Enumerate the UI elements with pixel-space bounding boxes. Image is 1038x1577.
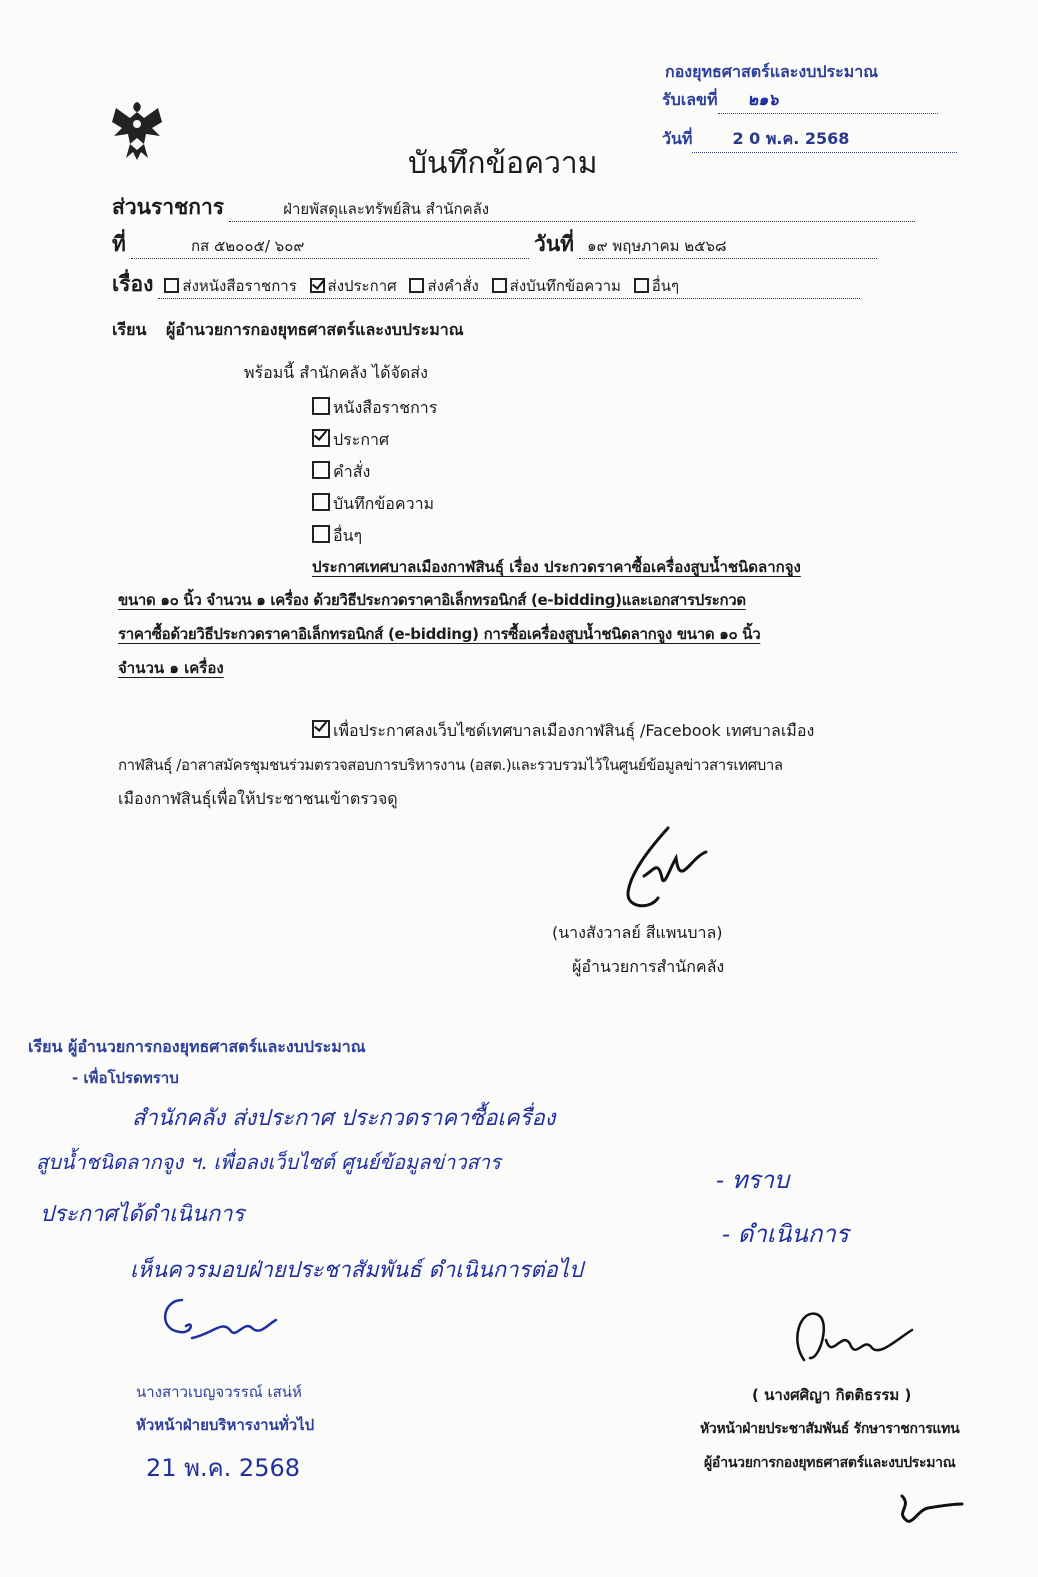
- right-signer-position-1: หัวหน้าฝ่ายประชาสัมพันธ์ รักษาราชการแทน: [700, 1421, 960, 1437]
- checkbox-checked-icon: [312, 720, 330, 738]
- enclosure-item: บันทึกข้อความ: [312, 488, 437, 520]
- stamp-date: วันที่ 2 0 พ.ค. 2568: [662, 127, 957, 153]
- enclosure-item: หนังสือราชการ: [312, 392, 437, 424]
- checkbox-icon: [312, 397, 330, 415]
- checkbox-icon: [312, 493, 330, 511]
- checkbox-checked-icon: [310, 278, 325, 293]
- stamp-office: กองยุทธศาสตร์และงบประมาณ: [665, 62, 879, 81]
- left-signer-position: หัวหน้าฝ่ายบริหารงานทั่วไป: [136, 1416, 315, 1434]
- right-note-proceed: - ดำเนินการ: [722, 1220, 849, 1248]
- garuda-emblem-icon: [106, 98, 168, 164]
- signature-left-icon: [152, 1290, 292, 1350]
- addressee-line: เรียน ผู้อำนวยการกองยุทธศาสตร์และงบประมาณ: [112, 320, 464, 339]
- page-title: บันทึกข้อความ: [408, 146, 598, 181]
- checkbox-icon: [164, 278, 179, 293]
- enclosure-list: [312, 392, 437, 552]
- subject-option-official-letter: ส่งหนังสือราชการ: [164, 277, 296, 295]
- enclosure-item: คำสั่ง: [312, 456, 437, 488]
- enclosure-item: ประกาศ: [312, 424, 437, 456]
- stamp-number: รับเลขที่ ๒๑๖: [662, 88, 938, 114]
- subject-option-announcement: ส่งประกาศ: [310, 277, 397, 295]
- left-date: 21 พ.ค. 2568: [146, 1454, 301, 1482]
- ref-line: ที่ กส ๕๒๐๐๕/ ๖๐๙ วันที่ ๑๙ พฤษภาคม ๒๕๖๘: [112, 228, 877, 261]
- enclosure-item: อื่นๆ: [312, 520, 437, 552]
- checkbox-icon: [312, 461, 330, 479]
- checkbox-icon: [409, 278, 424, 293]
- agency-line: ส่วนราชการ ฝ่ายพัสดุและทรัพย์สิน สำนักคลัง: [112, 191, 915, 224]
- right-note-acknowledge: - ทราบ: [716, 1166, 790, 1194]
- signature-right-icon: [780, 1300, 930, 1375]
- subject-option-other: อื่นๆ: [634, 277, 679, 295]
- subject-options: [158, 274, 860, 299]
- checkbox-icon: [634, 278, 649, 293]
- director-position: ผู้อำนวยการสำนักคลัง: [572, 957, 725, 976]
- right-signer-name: ( นางศศิญา กิตติธรรม ): [752, 1386, 912, 1404]
- right-signer-position-2: ผู้อำนวยการกองยุทธศาสตร์และงบประมาณ: [704, 1455, 956, 1471]
- subject-option-order: ส่งคำสั่ง: [409, 277, 478, 295]
- checkbox-icon: [312, 525, 330, 543]
- subject-option-memo: ส่งบันทึกข้อความ: [492, 277, 621, 295]
- checkbox-checked-icon: [312, 429, 330, 447]
- subject-line: เรื่อง ส่งหนังสือราชการ ส่งประกาศ ส่งคำสั่ง ส่งบันทึกข้อความ อื่นๆ: [112, 268, 860, 301]
- intro-text: พร้อมนี้ สำนักคลัง ได้จัดส่ง: [244, 363, 428, 382]
- signature-director-icon: [610, 818, 720, 913]
- director-name: (นางสังวาลย์ สีแพนบาล): [552, 923, 723, 942]
- endorsement-addressee: เรียน ผู้อำนวยการกองยุทธศาสตร์และงบประมาณ: [28, 1037, 366, 1056]
- left-signer-name: นางสาวเบญจวรรณ์ เสน่ห์: [136, 1383, 302, 1401]
- initial-mark-icon: [888, 1490, 968, 1530]
- endorsement-purpose: - เพื่อโปรดทราบ: [72, 1069, 179, 1087]
- checkbox-icon: [492, 278, 507, 293]
